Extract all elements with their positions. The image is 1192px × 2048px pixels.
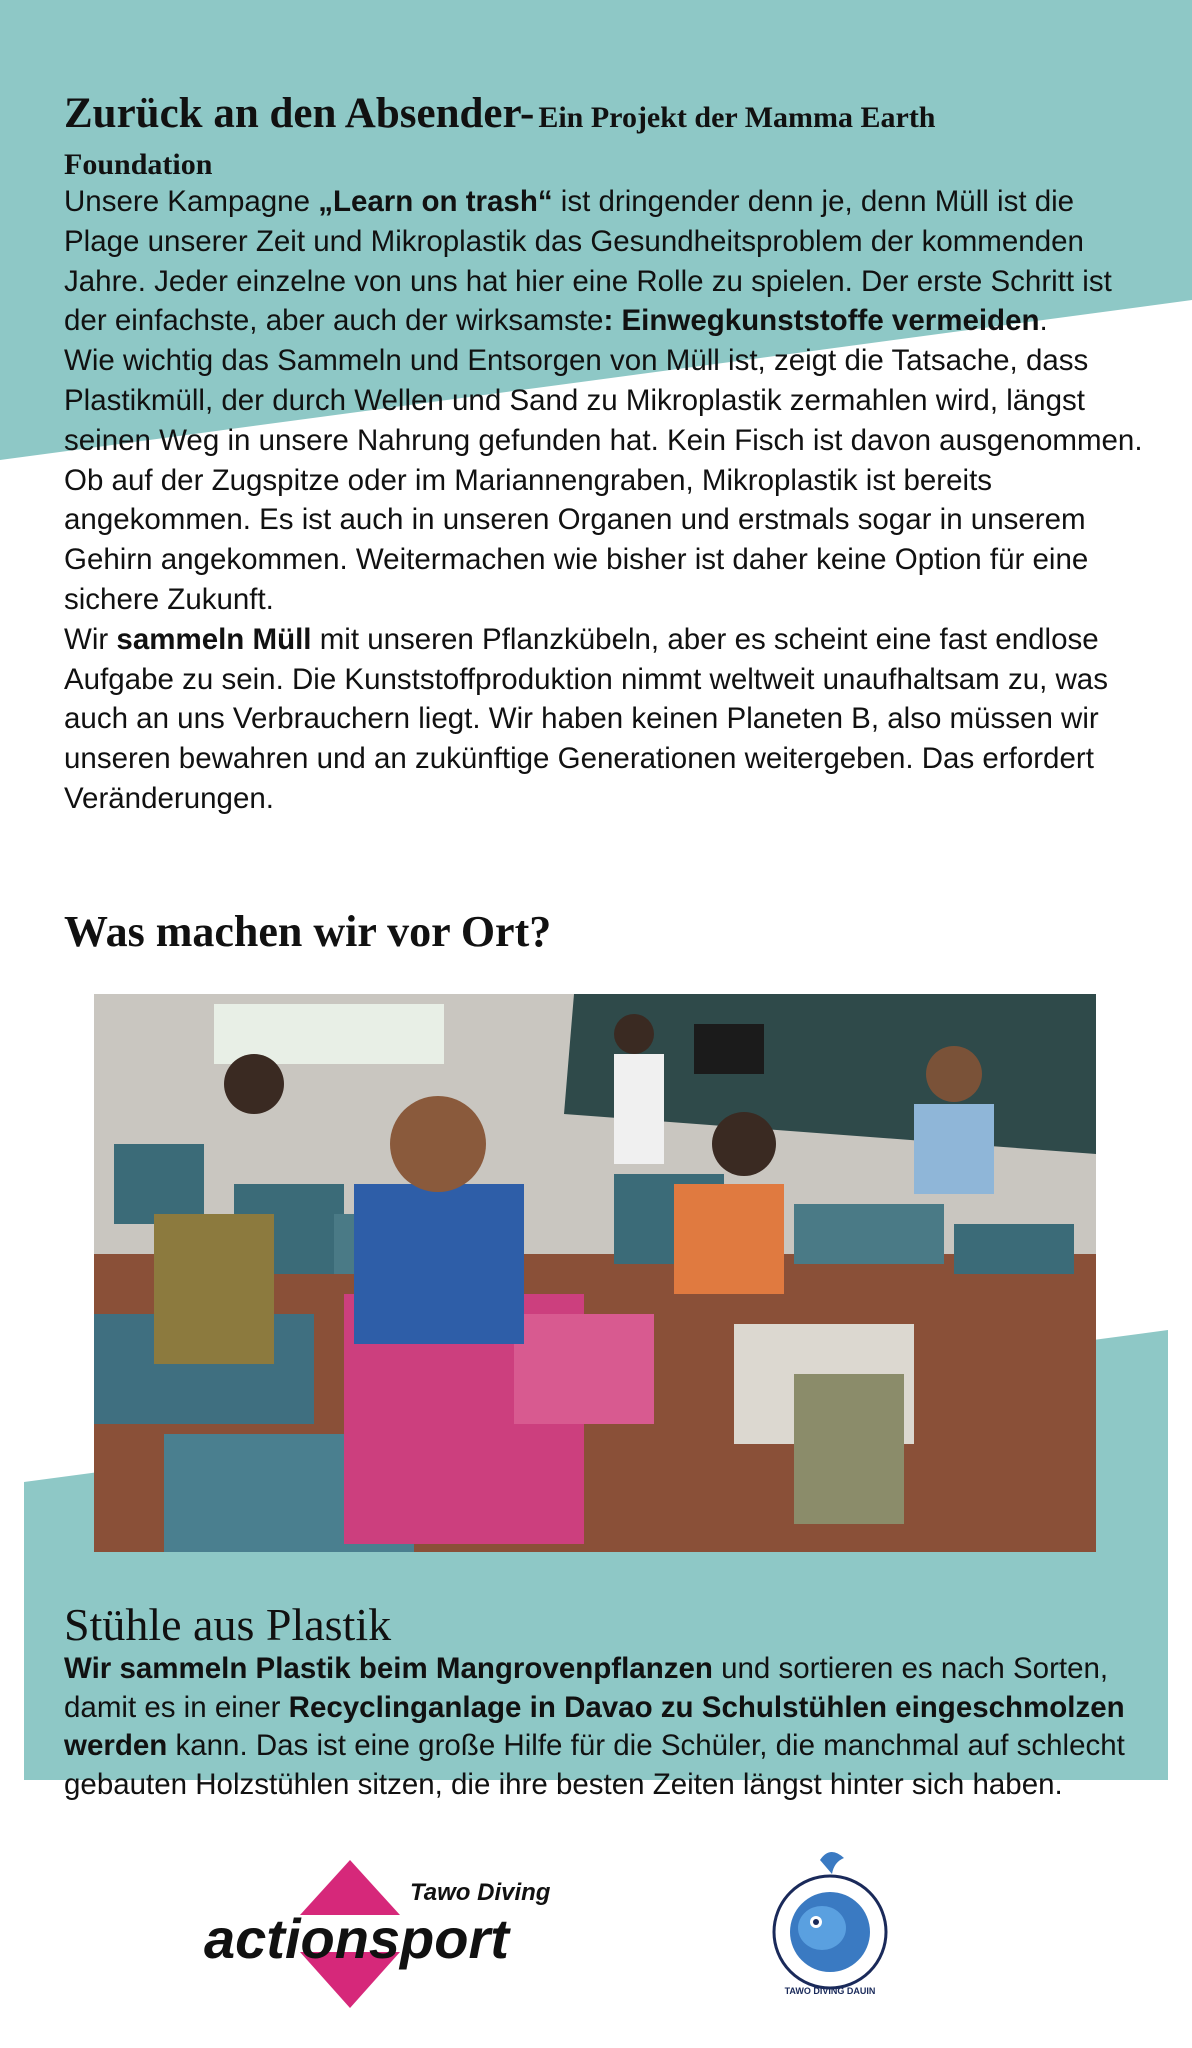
text-run: Wir xyxy=(64,622,117,656)
title-sub: Ein Projekt der Mamma Earth xyxy=(538,101,936,134)
title-sub-continued: Foundation xyxy=(64,148,213,181)
page-title xyxy=(64,92,1144,135)
classroom-photo-illustration xyxy=(94,994,1096,1552)
classroom-photo xyxy=(94,994,1096,1552)
logo-tagline: Tawo Diving xyxy=(410,1879,551,1906)
text-run: Unsere Kampagne xyxy=(64,185,319,218)
intro-paragraph-1 xyxy=(64,182,1144,341)
chairs-text xyxy=(64,1650,1144,1804)
text-run: ist dringender denn je, denn Müll ist die Plage unserer Zeit und Mikroplastik das Gesundheitsproblem der kommenden Jahre. Jeder einzelne von uns hat hier eine Rolle zu spielen. Der erste Schritt ist der einfachste, aber auch der wirksamste xyxy=(64,185,1112,338)
text-run: mit unseren Pflanzkübeln, aber es scheint eine fast endlose Aufgabe zu sein. Die Kunststoffproduktion nimmt weltweit unaufhaltsam zu, was auch an uns Verbrauchern liegt. Wir haben keinen Planeten B, also müssen wir unseren bewahren und an zukünftige Generationen weitergeben. Das erfordert Veränderungen. xyxy=(64,622,1108,815)
text-run: . xyxy=(1039,304,1048,338)
section-heading-chairs: Stühle aus Plastik xyxy=(64,1599,392,1650)
section-heading-local: Was machen wir vor Ort? xyxy=(64,907,552,956)
chairs-paragraph xyxy=(64,1650,1144,1804)
emphasis-collect-plastic: Wir sammeln Plastik beim Mangrovenpflanzen xyxy=(64,1652,713,1685)
text-run: und sortieren es nach Sorten, damit es in einer xyxy=(64,1652,1109,1724)
intro-paragraph-3 xyxy=(64,620,1144,819)
intro-text xyxy=(64,182,1144,819)
emphasis-collect-trash: sammeln Müll xyxy=(116,622,312,656)
emphasis-avoid-plastic: : Einwegkunststoffe vermeiden xyxy=(603,304,1040,338)
logo-ring-text: TAWO DIVING DAUIN xyxy=(784,1986,876,1996)
logo-wordmark: actionsport xyxy=(204,1907,509,1970)
actionsport-logo xyxy=(200,1860,580,2010)
text-run: kann. Das ist eine große Hilfe für die Schüler, die manchmal auf schlecht gebauten Holzstühlen sitzen, die ihre besten Zeiten längst hinter sich haben. xyxy=(64,1729,1125,1801)
campaign-name: „Learn on trash“ xyxy=(318,185,553,218)
emphasis-recycling-plant: Recyclinganlage in Davao zu Schulstühlen eingeschmolzen werden xyxy=(64,1690,1125,1762)
title-main: Zurück an den Absender- xyxy=(64,90,535,137)
tawo-diving-logo xyxy=(760,1840,900,2000)
intro-paragraph-2: Wie wichtig das Sammeln und Entsorgen von Müll ist, zeigt die Tatsache, dass Plastikmüll, der durch Wellen und Sand zu Mikroplastik zermahlen wird, längst seinen Weg in unsere Nahrung gefunden hat. Kein Fisch ist davon ausgenommen. Ob auf der Zugspitze oder im Mariannengraben, Mikroplastik ist bereits angekommen. Es ist auch in unseren Organen und erstmals sogar in unserem Gehirn angekommen. Weitermachen wie bisher ist daher keine Option für eine sichere Zukunft. xyxy=(64,344,1143,616)
